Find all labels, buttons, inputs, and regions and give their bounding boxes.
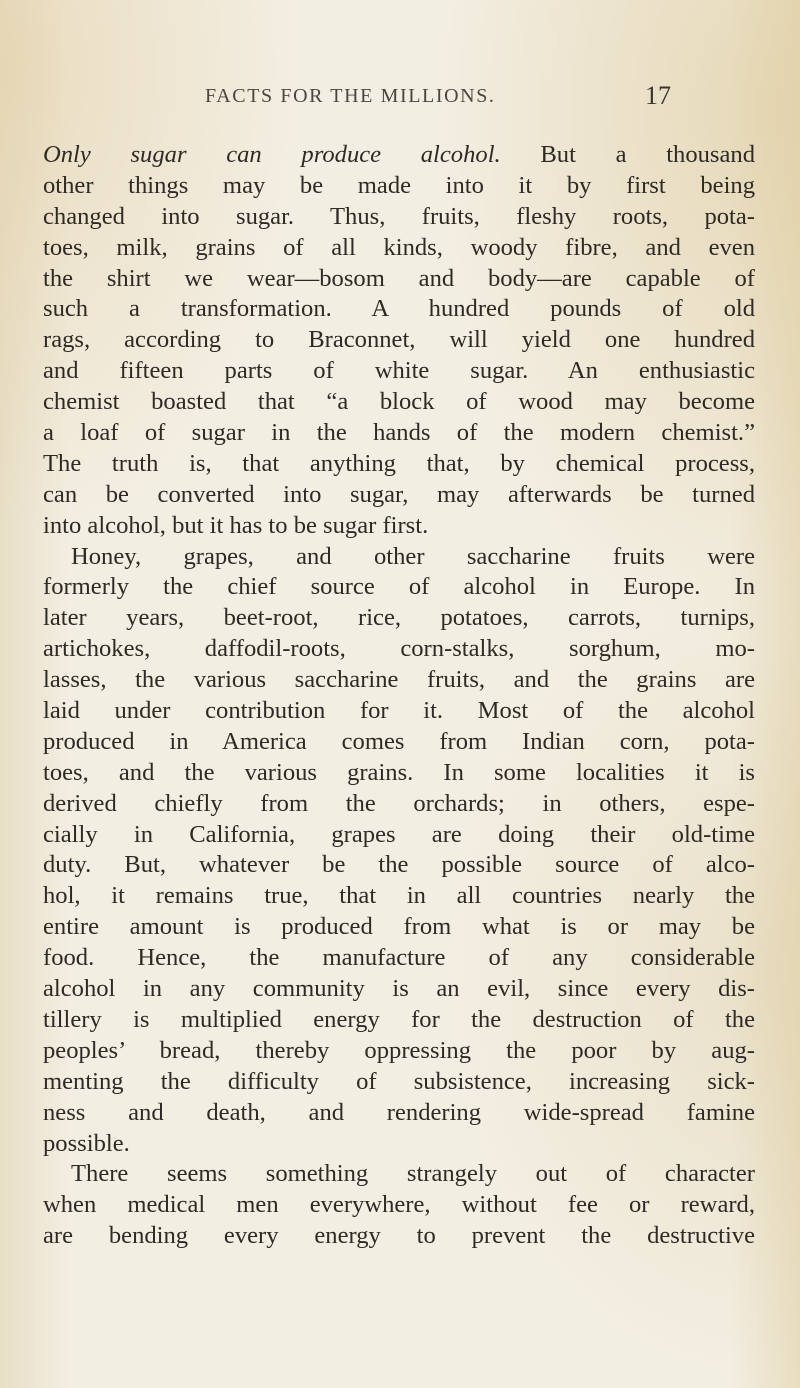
text-line: into alcohol, but it has to be sugar first. [43,511,429,539]
paragraph [43,542,755,1160]
text-line: Only sugar can produce alcohol. But a thousand [43,141,755,168]
italic-phrase: Only sugar can produce alcohol. [43,141,501,168]
text-line: when medical men everywhere, without fee or reward, [43,1191,755,1219]
text-line: are bending every energy to prevent the destructive [43,1222,755,1250]
text-line: produced in America comes from Indian corn, pota- [43,727,755,755]
text-line: other things may be made into it by first being [43,171,755,199]
text-line: Honey, grapes, and other saccharine fruits were [71,542,755,570]
text-line: possible. [43,1129,130,1157]
text-line: duty. But, whatever be the possible source of alco- [43,851,755,879]
text-line: There seems something strangely out of character [71,1160,755,1188]
running-head [0,81,800,117]
text-line: formerly the chief source of alcohol in Europe. In [43,573,755,601]
text-line: menting the difficulty of subsistence, increasing sick- [43,1067,755,1095]
text-line: cially in California, grapes are doing their old-time [43,820,755,848]
text-line: rags, according to Braconnet, will yield one hundred [43,326,755,354]
text-line: toes, milk, grains of all kinds, woody fibre, and even [43,233,755,261]
text-line: The truth is, that anything that, by chemical process, [43,449,755,477]
running-head-title: FACTS FOR THE MILLIONS. [205,85,496,107]
text-line: tillery is multiplied energy for the destruction of the [43,1005,755,1033]
text-line: food. Hence, the manufacture of any considerable [43,944,755,972]
text-line: toes, and the various grains. In some localities it is [43,758,755,786]
text-line: peoples’ bread, thereby oppressing the poor by aug- [43,1036,755,1064]
text-line: laid under contribution for it. Most of the alcohol [43,697,755,725]
text-line: derived chiefly from the orchards; in others, espe- [43,789,755,817]
text-line: such a transformation. A hundred pounds of old [43,295,755,323]
text-line: ness and death, and rendering wide-spread famine [43,1098,755,1126]
text-line: changed into sugar. Thus, fruits, fleshy roots, pota- [43,202,755,230]
paragraph [43,1159,755,1252]
text-line: later years, beet-root, rice, potatoes, carrots, turnips, [43,604,755,632]
body-text [43,140,755,1252]
page-number: 17 [645,81,671,110]
text-line: hol, it remains true, that in all countries nearly the [43,882,755,910]
text-line: chemist boasted that “a block of wood may become [43,388,755,416]
text-line: entire amount is produced from what is or may be [43,913,755,941]
text-line: alcohol in any community is an evil, since every dis- [43,975,755,1003]
text-line: a loaf of sugar in the hands of the modern chemist.” [43,419,755,447]
text-line: can be converted into sugar, may afterwards be turned [43,480,755,508]
paragraph [43,140,755,542]
text-line: lasses, the various saccharine fruits, and the grains are [43,666,755,694]
text-line: the shirt we wear—bosom and body—are capable of [43,264,755,292]
text-line: and fifteen parts of white sugar. An enthusiastic [43,357,755,385]
text-line: artichokes, daffodil-roots, corn-stalks, sorghum, mo- [43,635,755,663]
